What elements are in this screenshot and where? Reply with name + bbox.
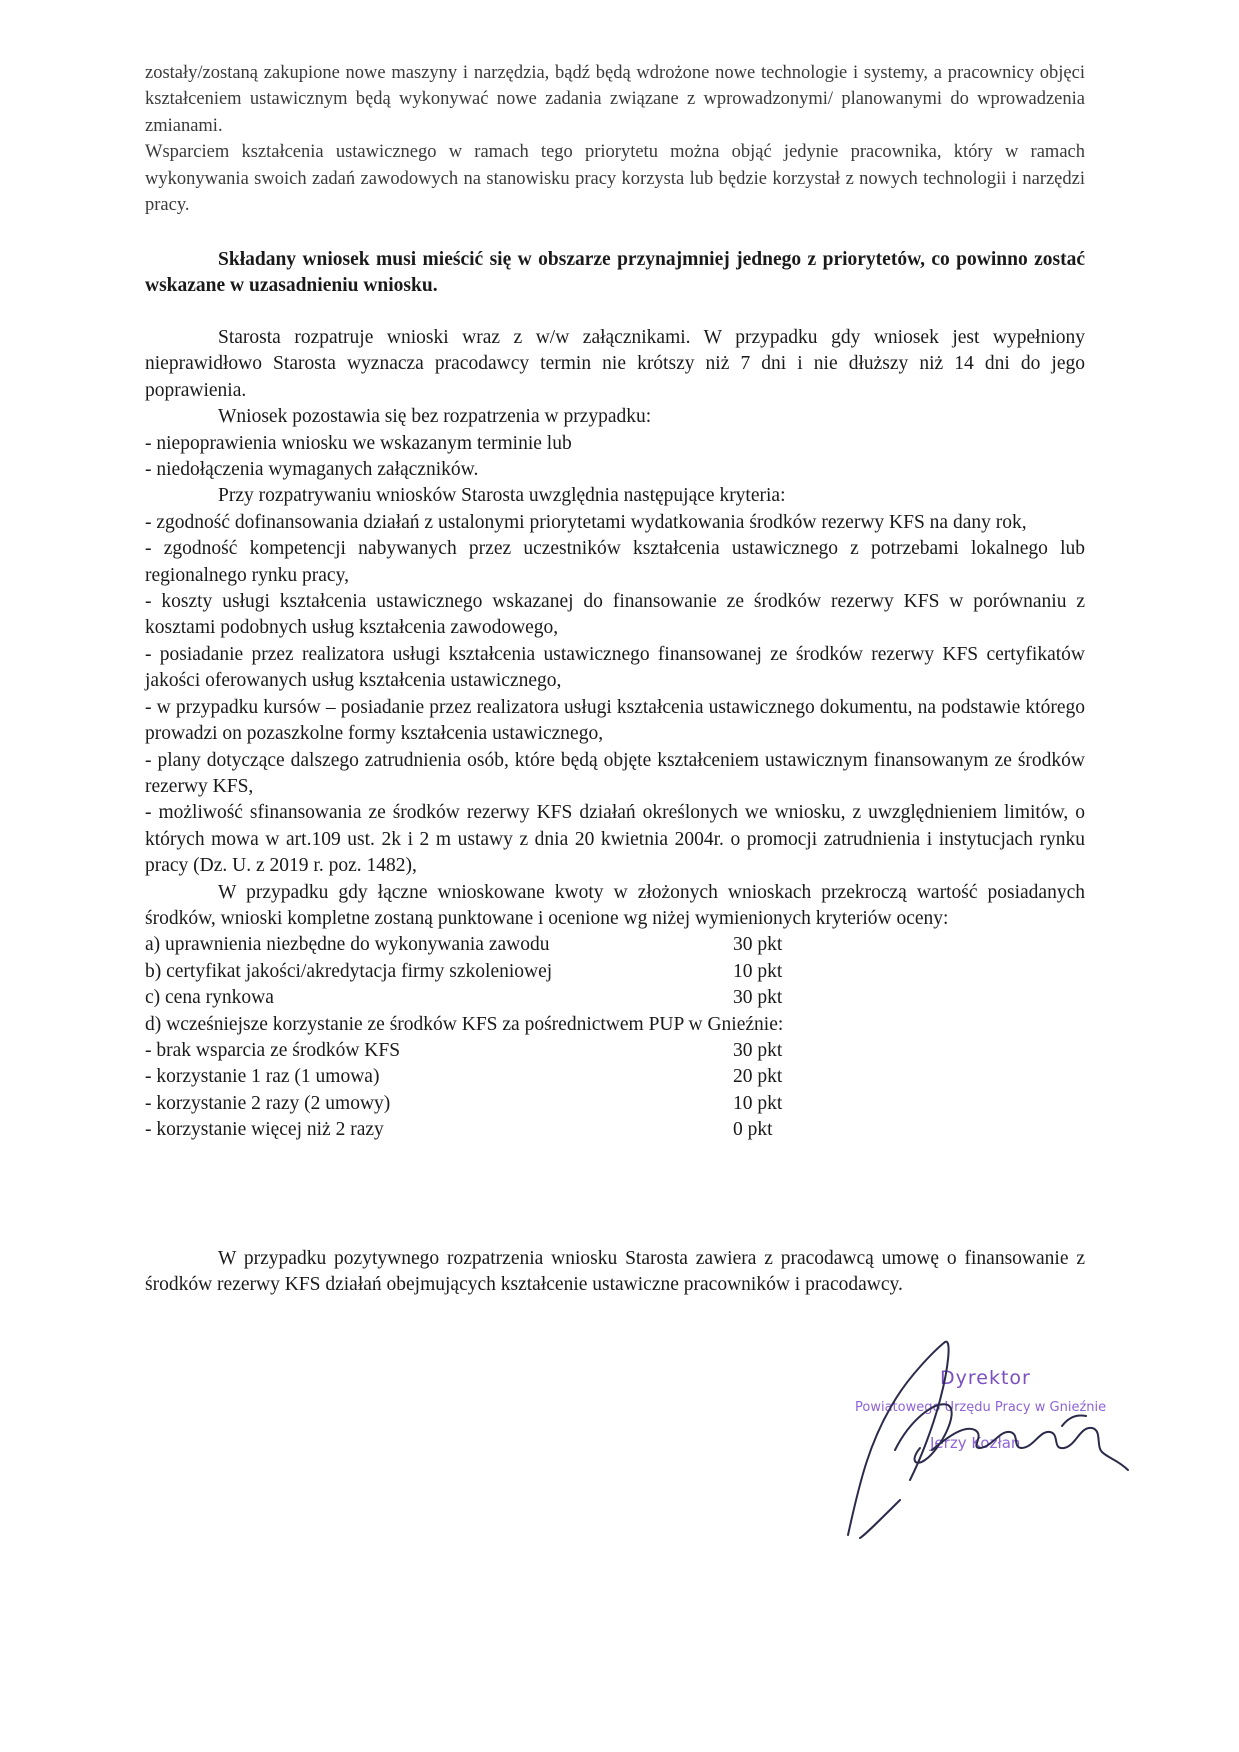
scoring-points: 10 pkt (733, 1092, 783, 1114)
review-list-item: - niepoprawienia wniosku we wskazanym terminie lub (145, 432, 572, 454)
scoring-row (145, 1012, 1085, 1038)
review-paragraph-4: W przypadku gdy łączne wnioskowane kwoty w złożonych wnioskach przekroczą wartość posiadanych środków, wnioski kompletne zostaną punktowane i ocenione wg niżej wymienionych kryteriów oceny: (145, 881, 1085, 929)
scoring-label: - korzystanie 2 razy (2 umowy) (145, 1092, 391, 1114)
criterion-item: - zgodność kompetencji nabywanych przez uczestników kształcenia ustawicznego z potrzebami lokalnego lub regionalnego rynku pracy, (145, 538, 1085, 586)
scoring-row (145, 1038, 905, 1064)
notice-section (145, 247, 1085, 300)
review-section (145, 325, 1085, 1144)
stamp-title: Dyrektor (940, 1367, 1031, 1389)
scoring-points (783, 1012, 1085, 1038)
scoring-label: c) cena rynkowa (145, 987, 274, 1009)
stamp-office: Powiatowego Urzędu Pracy w Gnieźnie (855, 1400, 1107, 1415)
bold-notice: Składany wniosek musi mieścić się w obszarze przynajmniej jednego z priorytetów, co powinno zostać wskazane w uzasadnieniu wniosku. (145, 249, 1085, 297)
scoring-row (145, 1064, 905, 1090)
review-paragraph-3: Przy rozpatrywaniu wniosków Starosta uwzględnia następujące kryteria: (218, 485, 786, 507)
review-paragraph-2: Wniosek pozostawia się bez rozpatrzenia w przypadku: (218, 406, 652, 428)
scoring-points: 30 pkt (733, 934, 783, 956)
criterion-item: - plany dotyczące dalszego zatrudnienia osób, które będą objęte kształceniem ustawicznym finansowanym ze środków rezerwy KFS, (145, 749, 1085, 797)
criterion-item: - możliwość sfinansowania ze środków rezerwy KFS działań określonych we wniosku, z uwzględnieniem limitów, o których mowa w art.109 ust. 2k i 2 m ustawy z dnia 20 kwietnia 2004r. o promocji zatrudnienia i instytucjach rynku pracy (Dz. U. z 2019 r. poz. 1482), (145, 802, 1085, 877)
intro-section (145, 60, 1085, 218)
review-list-item: - niedołączenia wymaganych załączników. (145, 459, 479, 481)
scoring-row (145, 959, 905, 985)
scoring-row (145, 932, 905, 958)
scoring-points: 20 pkt (733, 1066, 783, 1088)
scoring-points: 0 pkt (733, 1119, 773, 1141)
scoring-table (145, 932, 1085, 1143)
stamp-name: Jerzy Kozłan (930, 1434, 1021, 1452)
scoring-points: 30 pkt (733, 987, 783, 1009)
scoring-points: 30 pkt (733, 1039, 783, 1061)
scoring-label: - brak wsparcia ze środków KFS (145, 1039, 401, 1061)
scoring-points: 10 pkt (733, 960, 783, 982)
review-paragraph-1: Starosta rozpatruje wnioski wraz z w/w załącznikami. W przypadku gdy wniosek jest wypełniony nieprawidłowo Starosta wyznacza pracodawcy termin nie krótszy niż 7 dni i nie dłuższy niż 14 dni do jego poprawienia. (145, 327, 1085, 401)
scoring-label: d) wcześniejsze korzystanie ze środków KFS za pośrednictwem PUP w Gnieźnie: (145, 1013, 784, 1035)
scoring-label: b) certyfikat jakości/akredytacja firmy szkoleniowej (145, 960, 553, 982)
criterion-item: - posiadanie przez realizatora usługi kształcenia ustawicznego finansowanej ze środków rezerwy KFS certyfikatów jakości oferowanych usług kształcenia ustawicznego, (145, 643, 1085, 692)
criterion-item: - zgodność dofinansowania działań z ustalonymi priorytetami wydatkowania środków rezerwy KFS na dany rok, (145, 511, 1027, 533)
closing-paragraph: W przypadku pozytywnego rozpatrzenia wniosku Starosta zawiera z pracodawcą umowę o finansowanie z środków rezerwy KFS działań obejmujących kształcenie ustawiczne pracowników i pracodawcy. (145, 1248, 1085, 1296)
criterion-item: - koszty usługi kształcenia ustawicznego wskazanej do finansowanie ze środków rezerwy KFS w porównaniu z kosztami podobnych usług kształcenia zawodowego, (145, 591, 1085, 639)
intro-paragraph-2: Wsparciem kształcenia ustawicznego w ramach tego priorytetu można objąć jedynie pracownika, który w ramach wykonywania swoich zadań zawodowych na stanowisku pracy korzysta lub będzie korzystał z nowych technologii i narzędzi pracy. (145, 142, 1085, 216)
signature-scribble (840, 1330, 1140, 1540)
criterion-item: - w przypadku kursów – posiadanie przez realizatora usługi kształcenia ustawicznego dokumentu, na podstawie którego prowadzi on pozaszkolne formy kształcenia ustawicznego, (145, 696, 1085, 745)
scoring-row (145, 985, 905, 1011)
scoring-row (145, 1091, 905, 1117)
closing-section (145, 1246, 1085, 1299)
scoring-label: - korzystanie 1 raz (1 umowa) (145, 1066, 380, 1088)
scoring-label: a) uprawnienia niezbędne do wykonywania zawodu (145, 934, 550, 956)
scoring-label: - korzystanie więcej niż 2 razy (145, 1119, 384, 1141)
scoring-row (145, 1117, 905, 1143)
intro-paragraph-1: zostały/zostaną zakupione nowe maszyny i narzędzia, bądź będą wdrożone nowe technologie i systemy, a pracownicy objęci kształceniem ustawicznym będą wykonywać nowe zadania związane z wprowadzonymi/ planowanymi do wprowadzenia zmianami. (145, 63, 1085, 136)
